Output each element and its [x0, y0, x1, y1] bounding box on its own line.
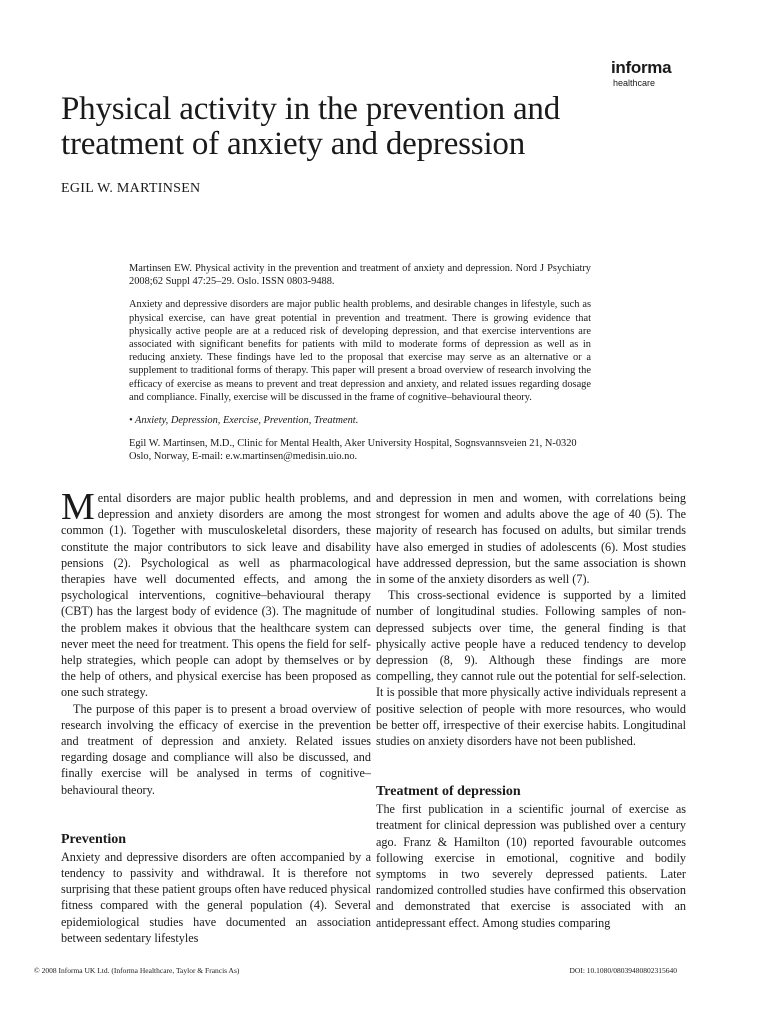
prevention-paragraph-1: Anxiety and depressive disorders are often accompanied by a tendency to passivity and withdrawal. It is therefore not surprising that these patient groups often have reduced physical fitness compared with the general population (4). Several epidemiological studies have documented an association between sedentary lifestyles — [61, 849, 372, 945]
intro-paragraph-2: The purpose of this paper is to present a broad overview of research involving the efficacy of exercise in the prevention and treatment of depression and anxiety. Related issues regarding dosage and compliance will also be discussed, and finally exercise will be analysed in terms of cognitive–behavioural theory. — [61, 701, 371, 797]
abstract-keywords: • Anxiety, Depression, Exercise, Prevention, Treatment. — [129, 415, 359, 427]
publisher-logo — [611, 58, 701, 88]
intro-paragraph-1 — [61, 486, 371, 701]
right-paragraph-1: and depression in men and women, with correlations being strongest for women and adults above the age of 40 (5). The majority of research has focused on adults, but similar trends have also emerged in studies of adolescents (6). Most studies have addressed depression, but the same association is shown in some of the anxiety disorders as well (7). — [376, 491, 686, 587]
author-affiliation: Egil W. Martinsen, M.D., Clinic for Mental Health, Aker University Hospital, Sognsvannsveien 21, N-0320 Oslo, Norway, E-mail: e.w.martinsen@medisin.uio.no. — [129, 438, 577, 463]
section-heading-prevention: Prevention — [61, 831, 127, 847]
body-column-right — [376, 490, 686, 931]
body-column-left — [61, 486, 372, 946]
publisher-subbrand: healthcare — [613, 78, 656, 88]
right-paragraph-2: This cross-sectional evidence is supported by a limited number of longitudinal studies. Following samples of non-depressed subjects over time, the general finding is that physically active people have a reduced tendency to develop depression (8, 9). Although these findings are more compelling, they cannot rule out the potential for self-selection. It is possible that more physically active individuals represent a positive selection of people with more resources, who would be better off, irrespective of their exercise habits. Longitudinal studies on anxiety disorders have not been published. — [376, 588, 687, 749]
footer-copyright: © 2008 Informa UK Ltd. (Informa Healthcare, Taylor & Francis As) — [34, 966, 240, 975]
publisher-brand: informa — [611, 58, 672, 77]
intro-paragraph-1-text: ental disorders are major public health problems, and depression and anxiety disorders are among the most common (1). Together with musculoskeletal disorders, these constitute the major contributors to sick leave and disability pensions (2). Psychological as well as pharmacological therapies have well documented effects, and among the psychological interventions, cognitive–behavioural therapy (CBT) has the largest body of evidence (3). The magnitude of the problem makes it obvious that the healthcare system can never meet the need for treatment. This opens the field for self-help strategies, which people can adopt by themselves or by the help of others, and physical exercise has been proposed as one such strategy. — [61, 491, 371, 700]
section-heading-treatment: Treatment of depression — [376, 784, 521, 800]
abstract-citation: Martinsen EW. Physical activity in the prevention and treatment of anxiety and depression. Nord J Psychiatry 2008;62 Suppl 47:25–29. Oslo. ISSN 0803-9488. — [129, 263, 591, 288]
article-title: Physical activity in the prevention and treatment of anxiety and depression — [61, 91, 560, 162]
abstract-summary: Anxiety and depressive disorders are major public health problems, and desirable changes in lifestyle, such as physical exercise, can have great potential in prevention and treatment. There is growing evidence that physically active people are at a reduced risk of developing depression, and that exercise interventions are associated with significant benefits for patients with mild to moderate forms of depression as well as in reducing anxiety. These findings have led to the proposal that exercise may serve as an alternative or a supplement to traditional forms of therapy. This paper will present a broad overview of research involving the efficacy of exercise as means to prevent and treat depression and anxiety, and related issues regarding dosage and compliance. Finally, exercise will be discussed in the frame of cognitive–behavioural theory. — [129, 299, 591, 403]
article-author: EGIL W. MARTINSEN — [61, 181, 201, 196]
drop-cap: M — [61, 486, 95, 528]
footer-doi: DOI: 10.1080/08039480802315640 — [569, 966, 677, 975]
treatment-paragraph-1: The first publication in a scientific journal of exercise as treatment for clinical depression was published over a century ago. Franz & Hamilton (10) reported favourable outcomes following exercise in emotional, cognitive and bodily symptoms in two severely depressed patients. Later randomized controlled studies have confirmed this observation and demonstrated that exercise is associated with an antidepressant effect. Among studies comparing — [376, 802, 686, 930]
abstract-block — [129, 262, 591, 464]
